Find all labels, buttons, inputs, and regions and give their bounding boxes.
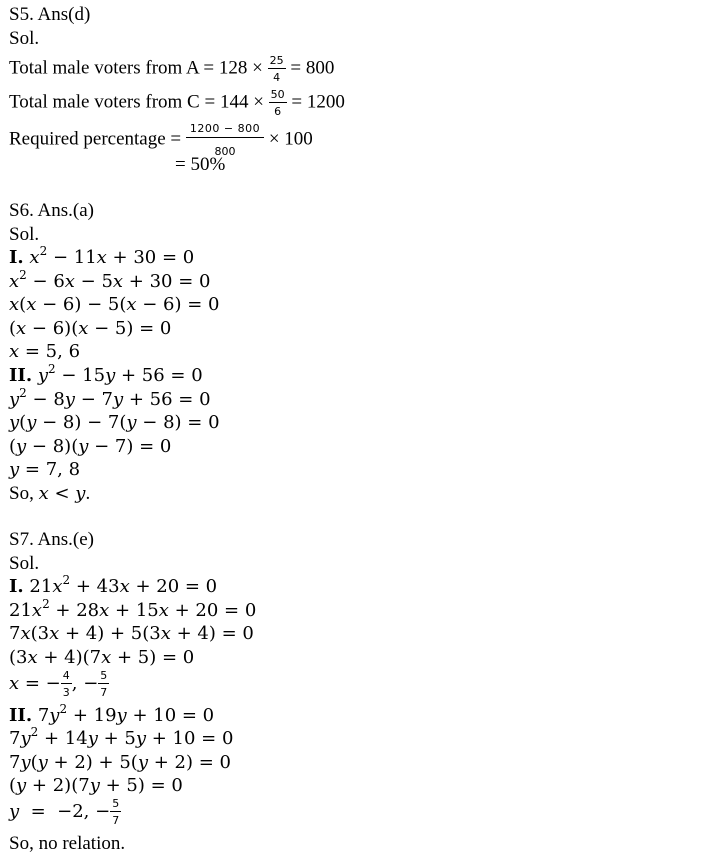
s7-eq-8: 7y(y + 2) + 5(y + 2) = 0	[9, 752, 231, 773]
s5-male-voters-c: Total male voters from C = 144 × $\frac{50}{6}$ = 1200	[9, 88, 345, 118]
s6-eq-9: (y − 8)(y − 7) = 0	[9, 436, 172, 457]
s7-eq-4: (3x + 4)(7x + 5) = 0	[9, 647, 195, 668]
s7-conclusion: So, no relation.	[9, 833, 126, 854]
s7-eq-1: I. $21x^2 + 43x + 20 = 0$	[9, 573, 218, 597]
s6-sol-label: Sol.	[9, 224, 40, 245]
s5-heading: S5. Ans(d)	[9, 4, 91, 25]
s7-eq-2: $21x^2 + 28x + 15x + 20 = 0$	[9, 597, 257, 621]
s6-eq-5: x = 5, 6	[9, 341, 81, 362]
s6-eq-6: II. $y^2 - 15y + 56 = 0$	[9, 362, 203, 386]
s5-required-percentage: Required percentage = $\frac{1200 - 800}{800}$ × 100	[9, 122, 313, 158]
s6-eq-4: (x − 6)(x − 5) = 0	[9, 318, 172, 339]
s7-eq-6: II. $7y^2 + 19y + 10 = 0$	[9, 702, 215, 726]
s5-result: = 50%	[175, 154, 226, 175]
s6-eq-2: $x^2 - 6x - 5x + 30 = 0$	[9, 268, 211, 292]
s5-male-voters-a: Total male voters from A = 128 × $\frac{25}{4}$ = 800	[9, 54, 335, 84]
fraction: $\frac{25}{4}$	[269, 54, 284, 84]
s7-eq-3: 7x(3x + 4) + 5(3x + 4) = 0	[9, 623, 254, 644]
s6-heading: S6. Ans.(a)	[9, 200, 94, 221]
s6-eq-1: I. $x^2 - 11x + 30 = 0$	[9, 244, 195, 268]
s6-conclusion: So, x < y.	[9, 483, 91, 504]
fraction: $\frac{5}{7}$	[112, 797, 120, 827]
s7-eq-5: x = − $\frac{4}{3}$ , − $\frac{5}{7}$	[9, 669, 108, 699]
s7-eq-10: y = −2, − $\frac{5}{7}$	[9, 797, 120, 827]
s6-eq-7: $y^2 - 8y - 7y + 56 = 0$	[9, 386, 211, 410]
s6-eq-10: y = 7, 8	[9, 459, 81, 480]
s7-eq-7: $7y^2 + 14y + 5y + 10 = 0$	[9, 725, 234, 749]
fraction: $\frac{5}{7}$	[100, 669, 108, 699]
s7-heading: S7. Ans.(e)	[9, 529, 94, 550]
fraction: $\frac{50}{6}$	[270, 88, 285, 118]
s7-sol-label: Sol.	[9, 553, 40, 574]
fraction: $\frac{4}{3}$	[62, 669, 70, 699]
fraction: $\frac{1200 - 800}{800}$	[186, 123, 264, 157]
s6-eq-3: x(x − 6) − 5(x − 6) = 0	[9, 294, 220, 315]
s5-sol-label: Sol.	[9, 28, 40, 49]
s6-eq-8: y(y − 8) − 7(y − 8) = 0	[9, 412, 220, 433]
s7-eq-9: (y + 2)(7y + 5) = 0	[9, 775, 183, 796]
